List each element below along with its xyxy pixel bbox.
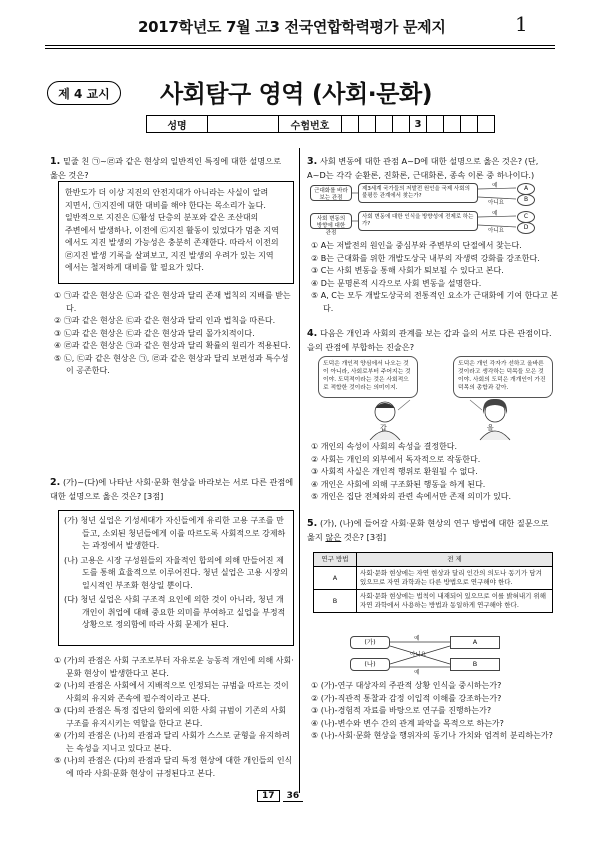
question-1-passage	[58, 181, 294, 284]
answer-option[interactable]: ⑤ A, C는 모두 개발도상국의 전통적인 요소가 근대화에 기여 한다고 본다.	[311, 291, 559, 313]
exam-no-box[interactable]	[393, 116, 410, 133]
footer-total: 36	[283, 791, 304, 802]
answer-option[interactable]: ① ㉠과 같은 현상은 ㉡과 같은 현상과 달리 존재 법칙의 지배를 받는다.	[54, 291, 291, 313]
exam-no-box[interactable]	[478, 116, 495, 133]
answer-option[interactable]: ③ (나)-경험적 자료를 바탕으로 연구를 진행하는가?	[311, 706, 492, 715]
answer-option[interactable]: ③ ㉡과 같은 현상은 ㉢과 같은 현상과 달리 몰가치적이다.	[54, 328, 255, 338]
question-2-options	[54, 655, 294, 780]
question-3-options	[311, 240, 559, 315]
flow-yes: 예	[414, 670, 420, 676]
flow-no: 아니요	[410, 652, 426, 658]
answer-option[interactable]: ③ (다)의 관점은 특정 집단의 합의에 의한 사회 규범이 기존의 사회 구조를 유지시키는 역할을 한다고 본다.	[54, 706, 287, 728]
page-footer	[257, 790, 303, 802]
answer-option[interactable]: ④ ㉣과 같은 현상은 ㉠과 같은 현상과 달리 확률의 원리가 적용된다.	[54, 341, 291, 350]
answer-option[interactable]: ① 개인의 속성이 사회의 속성을 결정한다.	[311, 442, 458, 451]
diagram-arrows	[310, 183, 550, 235]
answer-option[interactable]: ① (가)-연구 대상자의 주관적 상황 인식을 중시하는가?	[311, 681, 502, 690]
passage-line: 에서는 철저하게 대비를 할 필요가 있다.	[65, 263, 204, 272]
diagram-box: 근대화를 바라보는 관점	[310, 185, 352, 201]
answer-option[interactable]: ⑤ ㉡, ㉢과 같은 현상은 ㉠, ㉣과 같은 현상과 달리 보편성과 특수성이 공존한다.	[54, 353, 289, 375]
header-rule-top	[45, 45, 555, 46]
question-5-text: (가), (나)에 들어갈 사회·문화 현상의 연구 방법에 대한 질문으로 옳지 않은 것은? [3점]	[307, 518, 549, 542]
exam-no-label: 수험번호	[279, 116, 342, 133]
diagram-box: 제3세계 국가들의 저발전 원인을 국제 사회의 불평등 관계에서 찾는가?	[358, 183, 478, 203]
passage-line: ㉣지진 발생 기록을 살펴보고, 지진 발생의 우려가 있는 지역	[65, 250, 274, 260]
question-4	[307, 327, 557, 354]
question-3-number: 3.	[307, 156, 318, 167]
question-2	[50, 476, 295, 503]
answer-option[interactable]: ② (나)의 관점은 사회에서 지배적으로 인정되는 규범을 따르는 것이 사회의 유지와 존속에 필수적이라고 본다.	[54, 681, 289, 703]
passage-line: 지면서, ㉠지진에 대한 대비를 해야 한다는 목소리가 높다.	[65, 200, 266, 210]
speech-bubble-eul: 도덕은 개인 각자가 선하고 올바른 것이라고 생각하는 덕목들 모은 것이야. 사회의 도덕은 개개인이 가진 덕목의 총합과 같아.	[453, 356, 553, 398]
diagram-yes: 예	[492, 183, 498, 189]
exam-no-box[interactable]	[461, 116, 478, 133]
answer-option[interactable]: ④ D는 문명론적 시각으로 사회 변동을 설명한다.	[311, 278, 482, 288]
exam-no-digit: 3	[410, 116, 427, 133]
question-5-options	[311, 680, 559, 743]
table-header: 연구 방법	[314, 553, 357, 567]
exam-header-title: 2017학년도 7월 고3 전국연합학력평가 문제지	[138, 18, 446, 36]
question-3-text: 사회 변동에 대한 관점 A~D에 대한 설명으로 옳은 것은? (단, A~D는 각각 순환론, 진화론, 근대화론, 종속 이론 중 하나이다.)	[307, 156, 539, 180]
answer-option[interactable]: ② 사회는 개인의 외부에서 독자적으로 작동한다.	[311, 454, 481, 464]
diagram-yes: 예	[492, 211, 498, 217]
passage-line: 한반도가 더 이상 지진의 안전지대가 아니라는 사실이 알려	[65, 188, 269, 197]
section-title: 사회탐구 영역 (사회·문화)	[160, 80, 433, 108]
answer-option[interactable]: ④ (나)-변수와 변수 간의 관계 파악을 목적으로 하는가?	[311, 718, 504, 728]
answer-option[interactable]: ⑤ 개인은 집단 전체와의 관련 속에서만 존재 의미가 있다.	[311, 492, 512, 501]
diagram-no: 아니요	[488, 228, 504, 234]
table-row: A 사회·문화 현상에는 자연 현상과 달리 인간의 의도나 동기가 담겨 있으므로 자연 과학과는 다른 방법으로 연구해야 한다.	[314, 567, 553, 590]
question-1-number: 1.	[50, 156, 61, 167]
flow-box-na: (나)	[350, 658, 390, 671]
table-row: B 사회·문화 현상에는 법칙이 내재되어 있으므로 이를 밝혀내기 위해 자연 과학에서 사용하는 방법과 동일하게 연구해야 한다.	[314, 590, 553, 613]
answer-option[interactable]: ① (가)의 관점은 사회 구조로부터 자유로운 능동적 개인에 의해 사회·문화 현상이 발생한다고 본다.	[54, 656, 294, 678]
flow-yes: 예	[414, 636, 420, 642]
answer-option[interactable]: ② B는 근대화를 위한 개발도상국 내부의 자생력 강화를 강조한다.	[311, 253, 540, 263]
passage-item: (나) 고용은 시장 구성원들의 자율적인 합의에 의해 만들어진 제도를 통해 효율적으로 이루어진다. 청년 실업은 고용 시장의 일시적인 부조화 현상일 뿐이다.	[64, 555, 288, 590]
question-4-text: 다음은 개인과 사회의 관계를 보는 갑과 을의 서로 다른 관점이다. 을의 관점에 부합하는 진술은?	[307, 328, 552, 352]
answer-option[interactable]: ② (가)-직관적 통찰과 감정 이입적 이해를 강조하는가?	[311, 693, 502, 703]
answer-option[interactable]: ③ C는 사회 변동을 통해 사회가 퇴보될 수 있다고 본다.	[311, 266, 504, 275]
diagram-node-b: B	[517, 194, 535, 206]
flow-box-a: A	[450, 636, 500, 649]
student-info-table	[146, 115, 495, 133]
answer-option[interactable]: ③ 사회적 사실은 개인적 행위로 환원될 수 없다.	[311, 467, 478, 476]
exam-no-box[interactable]	[359, 116, 376, 133]
footer-page: 17	[257, 790, 280, 802]
passage-line: 에서도 지진 발생의 가능성은 충분히 존재한다. 따라서 이전의	[65, 238, 279, 247]
question-4-options	[311, 441, 559, 504]
passage-line: 일반적으로 지진은 ㉡활성 단층의 분포와 같은 조산대의	[65, 213, 259, 222]
diagram-box: 사회 변동에 대한 인식을 방향성에 전제로 하는가?	[358, 211, 478, 231]
diagram-no: 아니요	[488, 200, 504, 206]
exam-no-box[interactable]	[376, 116, 393, 133]
question-5-flowchart	[350, 636, 500, 674]
emphasis-underline: 않은	[325, 531, 342, 542]
answer-option[interactable]: ⑤ (나)의 관점은 (다)의 관점과 달리 특정 현상에 대한 개인들의 인식에 따라 사회·문화 현상이 규정된다고 본다.	[54, 756, 293, 778]
answer-option[interactable]: ② ㉠과 같은 현상은 ㉢과 같은 현상과 달리 인과 법칙을 따른다.	[54, 316, 276, 325]
person-illustrations	[350, 396, 530, 442]
question-3-diagram	[310, 183, 550, 235]
answer-option[interactable]: ① A는 저발전의 원인을 중심부와 주변부의 단절에서 찾는다.	[311, 241, 522, 250]
question-2-number: 2.	[50, 477, 61, 488]
flow-box-ga: (가)	[350, 636, 390, 649]
column-divider	[299, 148, 300, 793]
diagram-box: 사회 변동의 방향에 대한 관점	[310, 213, 352, 229]
exam-no-box[interactable]	[342, 116, 359, 133]
name-label: 성명	[147, 116, 208, 133]
question-1	[50, 155, 290, 182]
session-badge: 제 4 교시	[47, 81, 121, 105]
table-header: 전 제	[357, 553, 553, 567]
diagram-node-a: A	[517, 183, 535, 195]
exam-no-box[interactable]	[444, 116, 461, 133]
question-2-text: (가)~(다)에 나타난 사회·문화 현상을 바라보는 서로 다른 관점에 대한 설명으로 옳은 것은? [3점]	[50, 477, 294, 501]
passage-item: (가) 청년 실업은 기성세대가 자신들에게 유리한 고용 구조를 만들고, 소외된 청년들에게 이를 따르도록 사회적으로 강제하는 과정에서 발생한다.	[64, 516, 286, 550]
answer-option[interactable]: ④ (가)의 관점은 (나)의 관점과 달리 사회가 스스로 균형을 유지하려는 속성을 지니고 있다고 본다.	[54, 731, 290, 753]
question-1-text: 밑줄 친 ㉠~㉣과 같은 현상의 일반적인 특징에 대한 설명으로 옳은 것은?	[50, 156, 281, 180]
answer-option[interactable]: ④ 개인은 사회에 의해 구조화된 행동을 하게 된다.	[311, 479, 486, 489]
passage-item: (다) 청년 실업은 사회 구조적 요인에 의한 것이 아니라, 청년 개개인이 취업에 대해 중요한 의미를 부여하고 실업을 부정적 상황으로 정의함에 따라 사회 문제가 된다.	[64, 595, 286, 629]
question-3	[307, 155, 557, 182]
flow-box-b: B	[450, 658, 500, 671]
diagram-node-d: D	[517, 222, 535, 234]
speech-bubble-gap: 도덕은 개인적 양심에서 나오는 것이 아니라, 사회로부터 주어지는 것이야. 도덕적이라는 것은 사회적으로 적합한 것이라는 의미이지.	[318, 356, 418, 398]
person-eul-label: 을	[487, 424, 494, 432]
research-method-table	[313, 552, 553, 613]
answer-option[interactable]: ⑤ (나)-사회·문화 현상을 행위자의 동기나 가치와 엄격히 분리하는가?	[311, 731, 553, 740]
question-5	[307, 517, 557, 544]
question-5-number: 5.	[307, 518, 318, 529]
passage-line: 주변에서 발생하나, 이전에 ㉢지진 활동이 있었다가 멈춘 지역	[65, 225, 279, 235]
page-number: 1	[515, 12, 528, 36]
name-field[interactable]	[208, 116, 279, 133]
person-gap-label: 갑	[380, 424, 387, 432]
exam-no-box[interactable]	[427, 116, 444, 133]
question-2-passage	[58, 510, 294, 646]
header-rule-bottom	[45, 48, 555, 49]
question-1-options	[54, 290, 294, 378]
question-4-number: 4.	[307, 328, 318, 339]
diagram-node-c: C	[517, 211, 535, 223]
